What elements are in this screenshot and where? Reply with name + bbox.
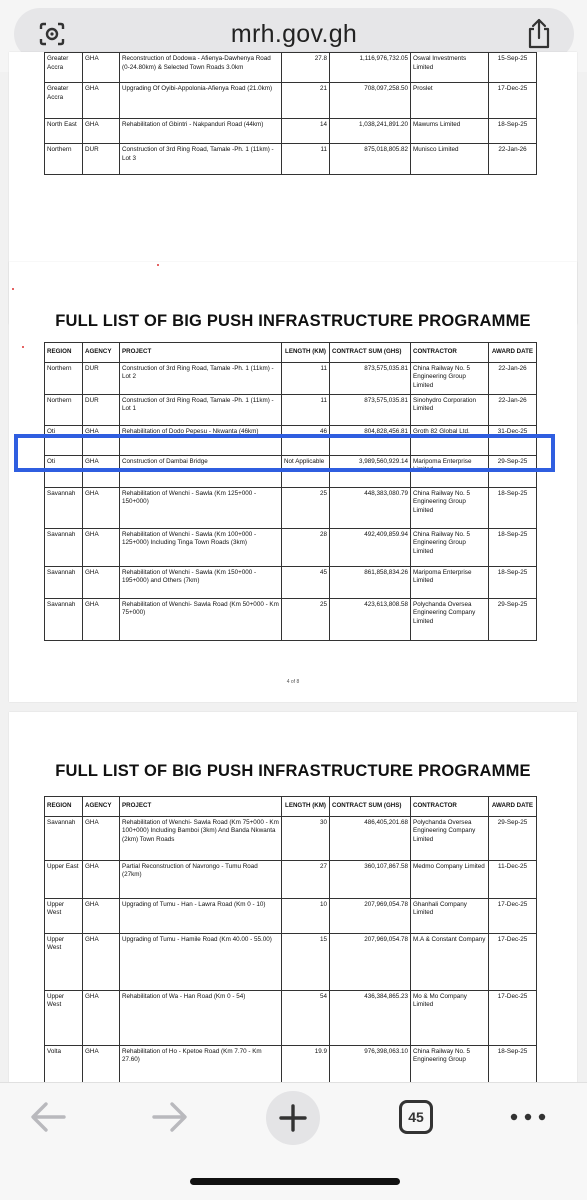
agency-cell: GHA bbox=[83, 933, 120, 990]
project-cell: Reconstruction of Dodowa - Afienya-Dawhenya Road (0-24.80km) & Selected Town Roads 3.0km bbox=[120, 53, 282, 83]
award-date-cell: 18-Sep-25 bbox=[489, 566, 537, 598]
length-cell: 11 bbox=[282, 144, 330, 175]
column-header-award-date: AWARD DATE bbox=[489, 343, 537, 363]
contractor-cell: Ghanhali Company Limited bbox=[411, 898, 489, 933]
table-row bbox=[45, 144, 537, 175]
project-cell: Construction of 3rd Ring Road, Tamale -Ph. 1 (11km) - Lot 3 bbox=[120, 144, 282, 175]
region-cell: Savannah bbox=[45, 598, 83, 640]
length-cell: 28 bbox=[282, 528, 330, 566]
project-cell: Upgrading of Tumu - Han - Lawra Road (Km 0 - 10) bbox=[120, 898, 282, 933]
length-cell: 14 bbox=[282, 119, 330, 144]
award-date-cell: 22-Jan-26 bbox=[489, 362, 537, 394]
table-row bbox=[45, 53, 537, 83]
award-date-cell: 17-Dec-25 bbox=[489, 990, 537, 1045]
agency-cell: DUR bbox=[83, 144, 120, 175]
project-cell: Rehabilitation of Wa - Han Road (Km 0 - 54) bbox=[120, 990, 282, 1045]
contractor-cell: Polychanda Oversea Engineering Company Limited bbox=[411, 816, 489, 860]
contractor-cell: Oswal Investments Limited bbox=[411, 53, 489, 83]
project-cell: Upgrading Of Oyibi-Appolonia-Afienya Road (21.0km) bbox=[120, 83, 282, 119]
award-date-cell: 22-Jan-26 bbox=[489, 394, 537, 425]
table-row bbox=[45, 119, 537, 144]
award-date-cell: 18-Sep-25 bbox=[489, 1045, 537, 1090]
contractor-cell: Munisco Limited bbox=[411, 144, 489, 175]
tabs-button[interactable] bbox=[399, 1100, 433, 1134]
region-cell: Greater Accra bbox=[45, 53, 83, 83]
region-cell: North East bbox=[45, 119, 83, 144]
agency-cell: DUR bbox=[83, 362, 120, 394]
award-date-cell: 29-Sep-25 bbox=[489, 455, 537, 487]
column-header-award-date: AWARD DATE bbox=[489, 797, 537, 817]
contract-sum-cell: 1,038,241,891.20 bbox=[330, 119, 411, 144]
contract-sum-cell: 873,575,035.81 bbox=[330, 362, 411, 394]
agency-cell: GHA bbox=[83, 1045, 120, 1090]
contract-sum-cell: 873,575,035.81 bbox=[330, 394, 411, 425]
length-cell: 54 bbox=[282, 990, 330, 1045]
document-page-4 bbox=[9, 262, 577, 702]
award-date-cell: 29-Sep-25 bbox=[489, 598, 537, 640]
table-row bbox=[45, 860, 537, 898]
table-row bbox=[45, 83, 537, 119]
length-cell: 27.8 bbox=[282, 53, 330, 83]
annotation-dot bbox=[22, 346, 24, 348]
region-cell: Savannah bbox=[45, 566, 83, 598]
document-title: FULL LIST OF BIG PUSH INFRASTRUCTURE PROGRAMME bbox=[55, 762, 531, 780]
length-cell: 21 bbox=[282, 83, 330, 119]
contractor-cell: Mawums Limited bbox=[411, 119, 489, 144]
table-row bbox=[45, 528, 537, 566]
agency-cell: DUR bbox=[83, 394, 120, 425]
plus-icon bbox=[278, 1103, 308, 1133]
contractor-cell: Proslet bbox=[411, 83, 489, 119]
contract-sum-cell: 486,405,201.68 bbox=[330, 816, 411, 860]
share-icon[interactable] bbox=[526, 18, 552, 50]
length-cell: 11 bbox=[282, 362, 330, 394]
table-row bbox=[45, 598, 537, 640]
region-cell: Northern bbox=[45, 362, 83, 394]
award-date-cell: 17-Dec-25 bbox=[489, 83, 537, 119]
contractor-cell: Mo & Mo Company Limited bbox=[411, 990, 489, 1045]
award-date-cell: 22-Jan-26 bbox=[489, 144, 537, 175]
column-header-project: PROJECT bbox=[120, 343, 282, 363]
programme-table-page-4 bbox=[44, 342, 537, 641]
length-cell: 46 bbox=[282, 425, 330, 455]
length-cell: 30 bbox=[282, 816, 330, 860]
agency-cell: GHA bbox=[83, 83, 120, 119]
contract-sum-cell: 861,858,834.26 bbox=[330, 566, 411, 598]
length-cell: 10 bbox=[282, 898, 330, 933]
table-header-row bbox=[45, 797, 537, 817]
table-row bbox=[45, 394, 537, 425]
project-cell: Rehabilitation of Wenchi - Sawla (Km 100+000 - 125+000) Including Tinga Town Roads (3km) bbox=[120, 528, 282, 566]
contractor-cell: Groth 82 Global Ltd. bbox=[411, 425, 489, 455]
annotation-dot bbox=[12, 288, 14, 290]
contract-sum-cell: 1,116,976,732.05 bbox=[330, 53, 411, 83]
length-cell: 45 bbox=[282, 566, 330, 598]
agency-cell: GHA bbox=[83, 119, 120, 144]
url-text[interactable]: mrh.gov.gh bbox=[230, 20, 358, 48]
project-cell: Construction of 3rd Ring Road, Tamale -Ph. 1 (11km) - Lot 2 bbox=[120, 362, 282, 394]
agency-cell: GHA bbox=[83, 898, 120, 933]
contractor-cell: China Railway No. 5 Engineering Group bbox=[411, 1045, 489, 1090]
contract-sum-cell: 492,409,859.94 bbox=[330, 528, 411, 566]
highlight-box bbox=[14, 434, 555, 472]
agency-cell: GHA bbox=[83, 990, 120, 1045]
length-cell: Not Applicable bbox=[282, 455, 330, 487]
project-cell: Rehabilitation of Wenchi - Sawla (Km 125+000 - 150+000) bbox=[120, 487, 282, 528]
contract-sum-cell: 875,018,805.82 bbox=[330, 144, 411, 175]
contract-sum-cell: 448,383,080.79 bbox=[330, 487, 411, 528]
column-header-length: LENGTH (KM) bbox=[282, 343, 330, 363]
contractor-cell: China Railway No. 5 Engineering Group Limited bbox=[411, 528, 489, 566]
contract-sum-cell: 3,989,560,929.14 bbox=[330, 455, 411, 487]
back-arrow-icon[interactable] bbox=[28, 1099, 68, 1135]
contractor-cell: China Railway No. 5 Engineering Group Limited bbox=[411, 362, 489, 394]
region-cell: Upper West bbox=[45, 898, 83, 933]
more-options-icon[interactable] bbox=[510, 1113, 546, 1121]
project-cell: Rehabilitation of Wenchi- Sawla Road (Km 50+000 - Km 75+000) bbox=[120, 598, 282, 640]
contract-sum-cell: 976,398,063.10 bbox=[330, 1045, 411, 1090]
table-row bbox=[45, 362, 537, 394]
contractor-cell: Maripoma Enterprise Limited bbox=[411, 455, 489, 487]
contractor-cell: Maripoma Enterprise Limited bbox=[411, 566, 489, 598]
length-cell: 11 bbox=[282, 394, 330, 425]
agency-cell: GHA bbox=[83, 425, 120, 455]
annotation-dot bbox=[157, 264, 159, 266]
agency-cell: GHA bbox=[83, 53, 120, 83]
column-header-contract-sum: CONTRACT SUM (GHS) bbox=[330, 343, 411, 363]
column-header-contractor: CONTRACTOR bbox=[411, 343, 489, 363]
page-number: 4 of 8 bbox=[286, 679, 300, 685]
project-cell: Rehabilitation of Gbintri - Nakpanduri Road (44km) bbox=[120, 119, 282, 144]
programme-table-page-5 bbox=[44, 796, 537, 1091]
award-date-cell: 18-Sep-25 bbox=[489, 528, 537, 566]
contract-sum-cell: 207,969,054.78 bbox=[330, 898, 411, 933]
project-cell: Rehabilitation of Dodo Pepesu - Nkwanta (46km) bbox=[120, 425, 282, 455]
region-cell: Greater Accra bbox=[45, 83, 83, 119]
award-date-cell: 29-Sep-25 bbox=[489, 816, 537, 860]
document-title: FULL LIST OF BIG PUSH INFRASTRUCTURE PROGRAMME bbox=[55, 312, 531, 330]
contractor-cell: Polychanda Oversea Engineering Company Limited bbox=[411, 598, 489, 640]
award-date-cell: 11-Dec-25 bbox=[489, 860, 537, 898]
contract-sum-cell: 804,828,456.81 bbox=[330, 425, 411, 455]
length-cell: 15 bbox=[282, 933, 330, 990]
region-cell: Upper West bbox=[45, 990, 83, 1045]
region-cell: Upper East bbox=[45, 860, 83, 898]
table-row bbox=[45, 990, 537, 1045]
agency-cell: GHA bbox=[83, 487, 120, 528]
award-date-cell: 17-Dec-25 bbox=[489, 898, 537, 933]
region-cell: Northern bbox=[45, 394, 83, 425]
contract-sum-cell: 436,384,865.23 bbox=[330, 990, 411, 1045]
contractor-cell: Sinohydro Corporation Limited bbox=[411, 394, 489, 425]
agency-cell: GHA bbox=[83, 528, 120, 566]
agency-cell: GHA bbox=[83, 598, 120, 640]
column-header-agency: AGENCY bbox=[83, 343, 120, 363]
region-cell: Northern bbox=[45, 144, 83, 175]
browser-bottom-bar bbox=[0, 1082, 587, 1200]
length-cell: 27 bbox=[282, 860, 330, 898]
forward-arrow-icon[interactable] bbox=[150, 1099, 190, 1135]
home-indicator bbox=[190, 1178, 400, 1185]
region-cell: Savannah bbox=[45, 816, 83, 860]
award-date-cell: 17-Dec-25 bbox=[489, 933, 537, 990]
column-header-agency: AGENCY bbox=[83, 797, 120, 817]
column-header-length: LENGTH (KM) bbox=[282, 797, 330, 817]
contract-sum-cell: 708,097,258.50 bbox=[330, 83, 411, 119]
column-header-region: REGION bbox=[45, 797, 83, 817]
region-cell: Upper West bbox=[45, 933, 83, 990]
project-cell: Partial Reconstruction of Navrongo - Tumu Road (27km) bbox=[120, 860, 282, 898]
column-header-project: PROJECT bbox=[120, 797, 282, 817]
contractor-cell: China Railway No. 5 Engineering Group Limited bbox=[411, 487, 489, 528]
agency-cell: GHA bbox=[83, 566, 120, 598]
region-cell: Savannah bbox=[45, 487, 83, 528]
new-tab-button[interactable] bbox=[266, 1091, 320, 1145]
column-header-region: REGION bbox=[45, 343, 83, 363]
table-header-row bbox=[45, 343, 537, 363]
length-cell: 19.9 bbox=[282, 1045, 330, 1090]
project-cell: Rehabilitation of Wenchi - Sawla (Km 150+000 - 195+000) and Others (7km) bbox=[120, 566, 282, 598]
tab-count: 45 bbox=[408, 1109, 424, 1125]
award-date-cell: 18-Sep-25 bbox=[489, 487, 537, 528]
length-cell: 25 bbox=[282, 487, 330, 528]
table-row bbox=[45, 566, 537, 598]
table-row bbox=[45, 816, 537, 860]
region-cell: Volta bbox=[45, 1045, 83, 1090]
agency-cell: GHA bbox=[83, 816, 120, 860]
award-date-cell: 31-Dec-25 bbox=[489, 425, 537, 455]
contract-sum-cell: 360,107,867.58 bbox=[330, 860, 411, 898]
contractor-cell: M.A & Constant Company bbox=[411, 933, 489, 990]
agency-cell: GHA bbox=[83, 455, 120, 487]
region-cell: Oti bbox=[45, 455, 83, 487]
contract-sum-cell: 423,613,808.58 bbox=[330, 598, 411, 640]
table-row bbox=[45, 898, 537, 933]
document-page-5 bbox=[9, 712, 577, 1132]
table-row bbox=[45, 933, 537, 990]
award-date-cell: 18-Sep-25 bbox=[489, 119, 537, 144]
region-cell: Savannah bbox=[45, 528, 83, 566]
contract-sum-cell: 207,969,054.78 bbox=[330, 933, 411, 990]
length-cell: 25 bbox=[282, 598, 330, 640]
contractor-cell: Medmo Company Limited bbox=[411, 860, 489, 898]
programme-table-page-3 bbox=[44, 52, 537, 175]
project-cell: Construction of Dambai Bridge bbox=[120, 455, 282, 487]
column-header-contractor: CONTRACTOR bbox=[411, 797, 489, 817]
column-header-contract-sum: CONTRACT SUM (GHS) bbox=[330, 797, 411, 817]
document-viewport[interactable] bbox=[0, 55, 587, 1082]
project-cell: Upgrading of Tumu - Hamile Road (Km 40.00 - 55.00) bbox=[120, 933, 282, 990]
project-cell: Rehabilitation of Ho - Kpetoe Road (Km 7.70 - Km 27.60) bbox=[120, 1045, 282, 1090]
award-date-cell: 15-Sep-25 bbox=[489, 53, 537, 83]
agency-cell: GHA bbox=[83, 860, 120, 898]
region-cell: Oti bbox=[45, 425, 83, 455]
table-row bbox=[45, 487, 537, 528]
project-cell: Construction of 3rd Ring Road, Tamale -Ph. 1 (11km) - Lot 1 bbox=[120, 394, 282, 425]
project-cell: Rehabilitation of Wenchi- Sawla Road (Km 75+000 - Km 100+000) Including Bamboi (3km) And Banda Nkwanta (2km) Town Roads bbox=[120, 816, 282, 860]
